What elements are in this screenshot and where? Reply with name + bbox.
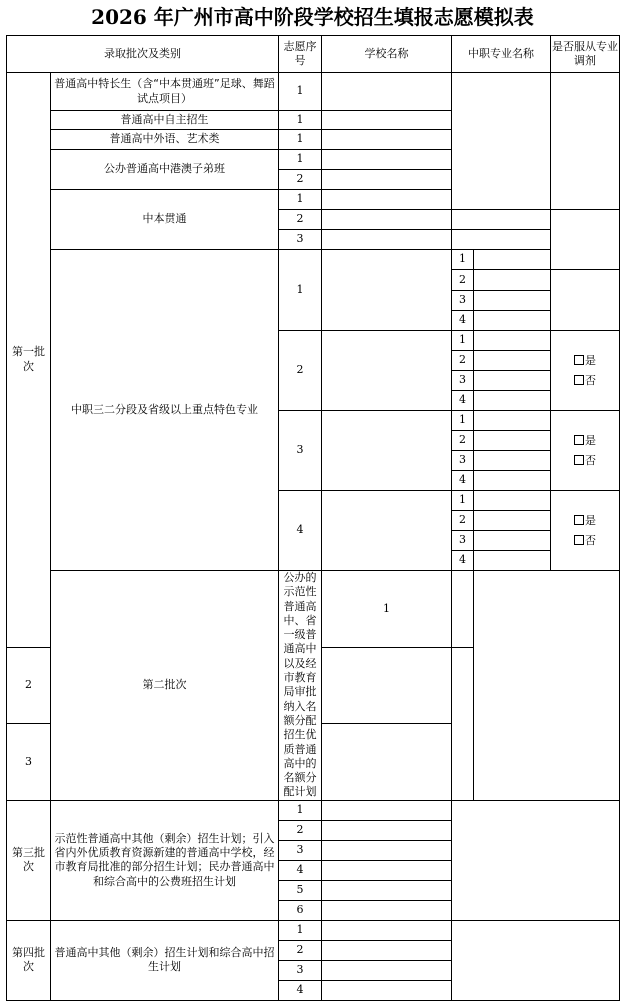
major-order-number: 4	[452, 551, 474, 571]
page-title: 2026 年广州市高中阶段学校招生填报志愿模拟表	[91, 5, 534, 29]
adjust-na-block	[551, 73, 620, 210]
major-name-input[interactable]	[474, 270, 551, 290]
order-number: 2	[279, 940, 322, 960]
order-number: 5	[279, 880, 322, 900]
order-number: 1	[279, 250, 322, 331]
school-name-input[interactable]	[322, 860, 452, 880]
major-order-number: 2	[452, 270, 474, 290]
major-order-number: 3	[452, 531, 474, 551]
major-order-number: 4	[452, 391, 474, 411]
order-number: 1	[279, 800, 322, 820]
school-name-input[interactable]	[322, 647, 452, 724]
school-name-input[interactable]	[322, 840, 452, 860]
major-order-number: 3	[452, 371, 474, 391]
order-number: 1	[279, 73, 322, 111]
school-name-input[interactable]	[322, 210, 452, 230]
category-language-art: 普通高中外语、艺术类	[51, 130, 279, 150]
batch4-blank-area	[452, 920, 620, 1000]
school-name-input[interactable]	[322, 940, 452, 960]
school-name-input[interactable]	[452, 571, 474, 648]
category-general-remaining: 普通高中其他（剩余）招生计划和综合高中招生计划	[51, 920, 279, 1000]
major-order-number: 2	[452, 511, 474, 531]
major-name-input[interactable]	[474, 411, 551, 431]
order-number: 2	[279, 331, 322, 411]
category-sports-special: 普通高中特长生（含“中本贯通班”足球、舞蹈试点项目）	[51, 73, 279, 111]
school-name-input[interactable]	[322, 800, 452, 820]
major-name-input[interactable]	[474, 331, 551, 351]
header-row	[7, 36, 620, 73]
major-name-input[interactable]	[474, 471, 551, 491]
major-order-number: 3	[452, 290, 474, 310]
yes-label: 是	[585, 433, 596, 447]
major-order-number: 2	[452, 431, 474, 451]
batch3-label: 第三批次	[7, 800, 51, 920]
school-name-input[interactable]	[322, 960, 452, 980]
school-name-input[interactable]	[322, 724, 452, 801]
major-name-input[interactable]	[474, 491, 551, 511]
major-order-number: 4	[452, 471, 474, 491]
major-name-input[interactable]	[474, 351, 551, 371]
category-zhongben: 中本贯通	[51, 190, 279, 250]
school-name-input[interactable]	[322, 170, 452, 190]
no-checkbox[interactable]	[574, 535, 584, 545]
order-number: 4	[279, 860, 322, 880]
no-label: 否	[585, 453, 596, 467]
school-name-input[interactable]	[322, 331, 452, 411]
header-order: 志愿序号	[279, 36, 322, 73]
major-name-input[interactable]	[474, 310, 551, 330]
school-name-input[interactable]	[322, 190, 452, 210]
major-order-number: 1	[452, 491, 474, 511]
order-number: 3	[279, 960, 322, 980]
school-name-input[interactable]	[322, 880, 452, 900]
school-name-input[interactable]	[322, 230, 452, 250]
yes-checkbox[interactable]	[574, 515, 584, 525]
batch1-label: 第一批次	[7, 73, 51, 648]
school-name-input[interactable]	[322, 411, 452, 491]
major-name-input[interactable]	[474, 511, 551, 531]
order-number: 3	[279, 411, 322, 491]
major-name-input[interactable]	[474, 250, 551, 270]
major-name-input[interactable]	[452, 230, 551, 250]
school-name-input[interactable]	[322, 491, 452, 571]
order-number: 3	[7, 724, 51, 801]
header-category: 录取批次及类别	[7, 36, 279, 73]
yes-checkbox[interactable]	[574, 435, 584, 445]
header-major: 中职专业名称	[452, 36, 551, 73]
school-name-input[interactable]	[322, 250, 452, 331]
major-order-number: 1	[452, 250, 474, 270]
order-number: 1	[279, 150, 322, 170]
major-order-number: 1	[452, 411, 474, 431]
no-checkbox[interactable]	[574, 455, 584, 465]
major-name-input[interactable]	[474, 391, 551, 411]
major-name-input[interactable]	[474, 290, 551, 310]
order-number: 2	[279, 210, 322, 230]
category-quota-allocation: 公办的示范性普通高中、省一级普通高中以及经市教育局审批纳入名额分配招生优质普通高中的名额分配计划	[279, 571, 322, 801]
major-order-number: 1	[452, 331, 474, 351]
school-name-input[interactable]	[322, 980, 452, 1000]
adjust-choice	[551, 491, 620, 571]
order-number: 1	[279, 111, 322, 130]
no-label: 否	[585, 533, 596, 547]
batch2-label: 第二批次	[51, 571, 279, 801]
major-order-number: 4	[452, 310, 474, 330]
adjust-zhongben-block	[551, 210, 620, 270]
batch3-blank-area	[452, 800, 620, 920]
adjust-choice	[551, 331, 620, 411]
major-order-number: 3	[452, 451, 474, 471]
batch4-label: 第四批次	[7, 920, 51, 1000]
order-number: 1	[279, 130, 322, 150]
school-name-input[interactable]	[322, 111, 452, 130]
application-form-table	[6, 35, 620, 1001]
order-number: 6	[279, 900, 322, 920]
major-name-input[interactable]	[474, 451, 551, 471]
school-name-input[interactable]	[322, 920, 452, 940]
header-school: 学校名称	[322, 36, 452, 73]
order-number: 1	[322, 571, 452, 648]
batch2-blank-area	[474, 571, 620, 801]
major-order-number: 2	[452, 351, 474, 371]
major-name-input[interactable]	[474, 551, 551, 571]
order-number: 3	[279, 230, 322, 250]
school-name-input[interactable]	[322, 130, 452, 150]
category-independent-enrollment: 普通高中自主招生	[51, 111, 279, 130]
no-label: 否	[585, 373, 596, 387]
order-number: 2	[7, 647, 51, 724]
yes-label: 是	[585, 513, 596, 527]
header-adjust: 是否服从专业调剂	[551, 36, 620, 73]
order-number: 2	[279, 820, 322, 840]
school-name-input[interactable]	[322, 820, 452, 840]
order-number: 4	[279, 980, 322, 1000]
major-name-input[interactable]	[474, 371, 551, 391]
school-name-input[interactable]	[322, 150, 452, 170]
yes-label: 是	[585, 353, 596, 367]
major-na-block	[452, 73, 551, 210]
major-name-input[interactable]	[452, 210, 551, 230]
adjust-choice	[551, 411, 620, 491]
school-name-input[interactable]	[322, 73, 452, 111]
school-name-input[interactable]	[322, 900, 452, 920]
category-hkmo-class: 公办普通高中港澳子弟班	[51, 150, 279, 190]
order-number: 1	[279, 920, 322, 940]
order-number: 4	[279, 491, 322, 571]
category-remaining-plans: 示范性普通高中其他（剩余）招生计划；引入省内外优质教育资源新建的普通高中学校，经市教育局批准的部分招生计划；民办普通高中和综合高中的公费班招生计划	[51, 800, 279, 920]
order-number: 3	[279, 840, 322, 860]
major-name-input[interactable]	[474, 531, 551, 551]
yes-checkbox[interactable]	[574, 355, 584, 365]
order-number: 2	[279, 170, 322, 190]
major-name-input[interactable]	[474, 431, 551, 451]
category-vocational: 中职三二分段及省级以上重点特色专业	[51, 250, 279, 571]
order-number: 1	[279, 190, 322, 210]
no-checkbox[interactable]	[574, 375, 584, 385]
